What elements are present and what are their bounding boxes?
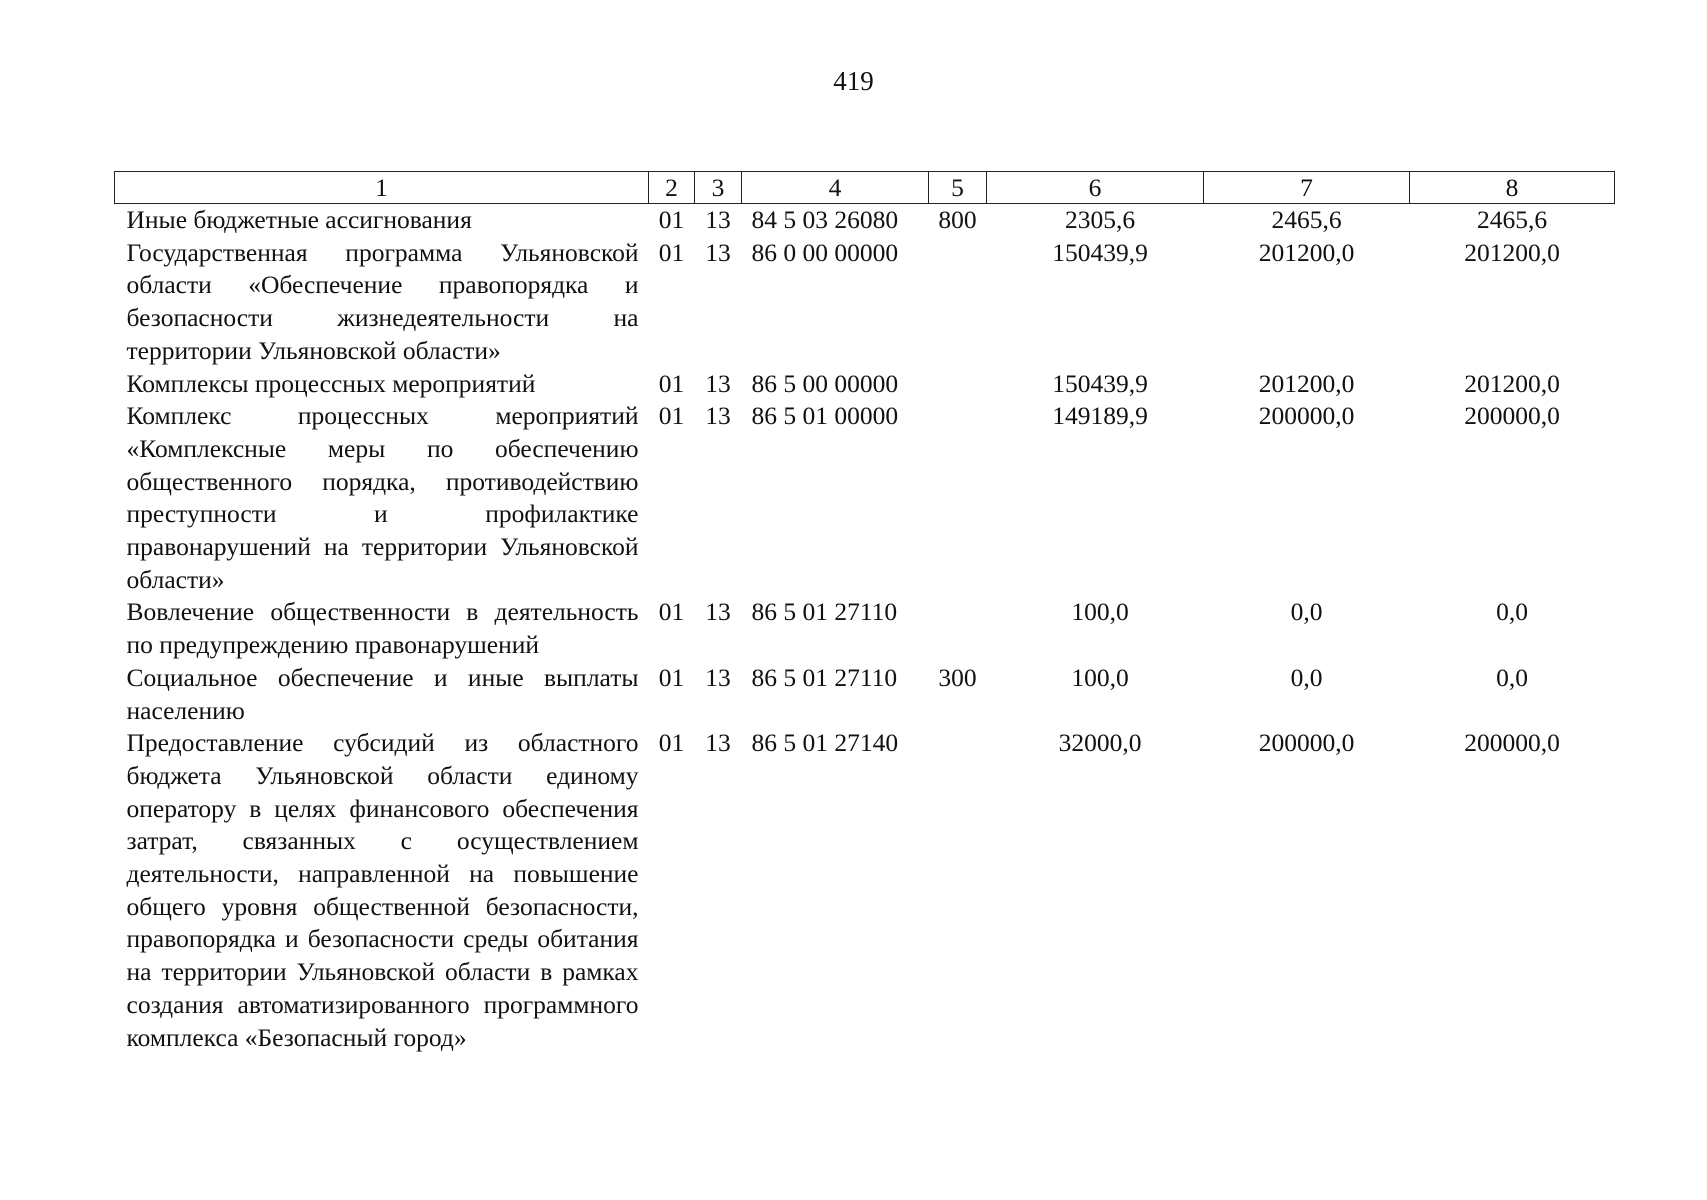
cell-amount-col7: 0,0 <box>1290 662 1323 692</box>
cell-amount-col8: 2465,6 <box>1476 205 1548 234</box>
header-cell: 6 <box>987 172 1204 204</box>
cell-amount-col6: 149189,9 <box>1052 401 1148 431</box>
cell-amount-col6: 32000,0 <box>1058 728 1142 758</box>
row-name: Комплексы процессных мероприятий <box>126 368 536 398</box>
cell-subsection: 13 <box>705 368 731 398</box>
cell-amount-col8: 0,0 <box>1496 662 1528 692</box>
cell-amount-col6: 150439,9 <box>1052 368 1148 398</box>
header-cell: 8 <box>1410 172 1615 204</box>
cell-expense-type <box>929 727 987 1054</box>
cell-subsection: 13 <box>705 597 731 627</box>
header-cell: 7 <box>1204 172 1410 204</box>
cell-target-article: 86 5 00 00000 <box>751 368 899 398</box>
cell-amount-col7: 201200,0 <box>1258 368 1355 398</box>
cell-target-article: 86 5 01 27110 <box>751 662 898 692</box>
cell-subsection: 13 <box>705 662 731 692</box>
table-row <box>115 400 1615 596</box>
cell-amount-col8: 201200,0 <box>1464 368 1560 398</box>
cell-amount-col7: 2465,6 <box>1271 205 1342 234</box>
page-number: 419 <box>833 66 874 96</box>
row-name: Социальное обеспечение и иные выплаты населению <box>126 662 639 725</box>
header-cell: 4 <box>742 172 929 204</box>
header-cell: 3 <box>695 172 742 204</box>
cell-amount-col7: 200000,0 <box>1258 401 1355 431</box>
cell-subsection: 13 <box>705 237 731 267</box>
table-row <box>115 204 1615 237</box>
cell-amount-col6: 100,0 <box>1071 662 1129 692</box>
cell-expense-type <box>929 237 987 368</box>
cell-expense-type <box>929 596 987 661</box>
cell-target-article: 86 5 01 00000 <box>751 401 899 431</box>
cell-expense-type <box>929 368 987 401</box>
cell-amount-col6: 100,0 <box>1071 597 1129 627</box>
cell-target-article: 86 5 01 27140 <box>751 728 899 758</box>
row-name: Предоставление субсидий из областного бюджета Ульяновской области единому оператору в целях финансового обеспечения затрат, связанных с осуществлением деятельности, направленной на повышение общего уровня общественной безопасности, правопорядка и безопасности среды обитания на территории Ульяновской области в рамках создания автоматизированного программного комплекса «Безопасный город» <box>126 728 639 1052</box>
header-cell: 1 <box>115 172 649 204</box>
cell-target-article: 86 0 00 00000 <box>751 237 899 267</box>
cell-expense-type: 800 <box>938 205 977 234</box>
table-header-row <box>115 172 1615 204</box>
cell-section: 01 <box>658 662 685 692</box>
budget-table <box>114 171 1615 1054</box>
cell-amount-col7: 201200,0 <box>1258 237 1355 267</box>
cell-section: 01 <box>658 597 685 627</box>
header-cell: 5 <box>929 172 987 204</box>
table-row <box>115 727 1615 1054</box>
cell-amount-col7: 200000,0 <box>1258 728 1355 758</box>
cell-section: 01 <box>658 205 685 234</box>
cell-amount-col6: 2305,6 <box>1064 205 1136 234</box>
cell-expense-type <box>929 400 987 596</box>
cell-section: 01 <box>658 237 685 267</box>
cell-section: 01 <box>658 728 685 758</box>
table-row <box>115 368 1615 401</box>
cell-amount-col8: 200000,0 <box>1464 401 1560 431</box>
cell-target-article: 86 5 01 27110 <box>751 597 898 627</box>
cell-amount-col7: 0,0 <box>1290 597 1323 627</box>
cell-subsection: 13 <box>705 728 731 758</box>
cell-amount-col8: 200000,0 <box>1464 728 1560 758</box>
cell-amount-col8: 0,0 <box>1496 597 1528 627</box>
row-name: Вовлечение общественности в деятельность по предупреждению правонарушений <box>126 597 639 660</box>
row-name: Государственная программа Ульяновской области «Обеспечение правопорядка и безопасности жизнедеятельности на территории Ульяновской области» <box>126 237 639 365</box>
table-row <box>115 662 1615 727</box>
cell-amount-col6: 150439,9 <box>1052 237 1148 267</box>
cell-section: 01 <box>658 401 685 431</box>
table-row <box>115 237 1615 368</box>
cell-target-article: 84 5 03 26080 <box>751 205 899 234</box>
header-cell: 2 <box>649 172 695 204</box>
cell-subsection: 13 <box>705 401 731 431</box>
table-row <box>115 596 1615 661</box>
cell-section: 01 <box>658 368 685 398</box>
cell-expense-type: 300 <box>938 662 977 692</box>
cell-subsection: 13 <box>705 205 731 234</box>
cell-amount-col8: 201200,0 <box>1464 237 1560 267</box>
row-name: Комплекс процессных мероприятий «Комплексные меры по обеспечению общественного порядка, противодействию преступности и профилактике правонарушений на территории Ульяновской области» <box>126 401 639 594</box>
row-name: Иные бюджетные ассигнования <box>126 205 472 234</box>
